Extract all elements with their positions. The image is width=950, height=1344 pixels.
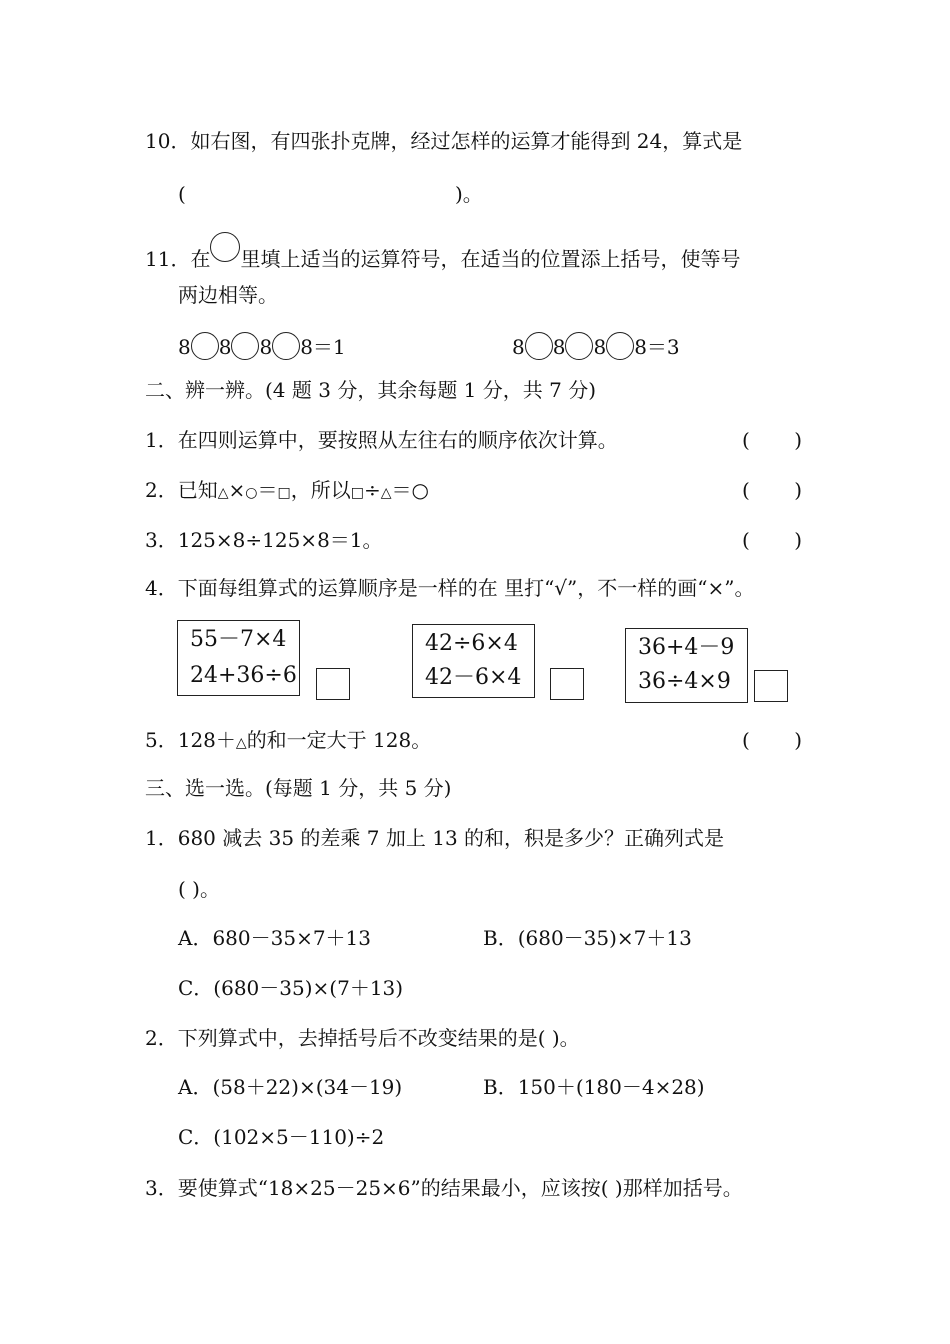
eq-number: 8 — [593, 335, 607, 359]
s3-q1-option-b[interactable]: B．(680－35)×7＋13 — [483, 926, 692, 950]
operator-circle-blank[interactable] — [191, 332, 219, 360]
s2-q2: 2．已知△×○＝□，所以□÷△＝○ — [145, 478, 429, 502]
eq-number: 8 — [178, 335, 191, 359]
s3-q1-option-a[interactable]: A．680－35×7＋13 — [178, 926, 371, 950]
operator-circle-blank[interactable] — [525, 332, 553, 360]
eq-number: 8 — [552, 335, 566, 359]
triangle-icon: △ — [380, 485, 392, 501]
s3-q3: 3．要使算式“18×25－25×6”的结果最小，应该按( )那样加括号。 — [145, 1176, 743, 1200]
operator-circle-blank[interactable] — [565, 332, 593, 360]
answer-box-2[interactable] — [550, 668, 584, 700]
operator-circle-blank[interactable] — [231, 332, 259, 360]
answer-box-1[interactable] — [316, 668, 350, 700]
section3-title: 三、选一选。(每题 1 分，共 5 分) — [145, 776, 452, 800]
square-icon: □ — [350, 485, 364, 501]
s3-q2-option-b[interactable]: B．150＋(180－4×28) — [483, 1075, 705, 1099]
s3-q1-option-c[interactable]: C．(680－35)×(7＋13) — [178, 976, 404, 1000]
section2-title: 二、辨一辨。(4 题 3 分，其余每题 1 分，共 7 分) — [145, 378, 597, 402]
operator-circle-blank[interactable] — [606, 332, 634, 360]
q10-blank-close: )。 — [455, 182, 483, 206]
eq-result: 8＝1 — [300, 335, 346, 359]
s3-q2-option-c[interactable]: C．(102×5－110)÷2 — [178, 1125, 385, 1149]
expression: 55－7×4 — [190, 627, 287, 652]
s3-q1: 1．680 减去 35 的差乘 7 加上 13 的和，积是多少？正确列式是 — [145, 826, 725, 850]
eq-result: 8＝3 — [634, 335, 680, 359]
q11-suffix: 里填上适当的运算符号，在适当的位置添上括号，使等号 — [240, 247, 741, 271]
eq-number: 8 — [259, 335, 273, 359]
s2-q5: 5．128＋△的和一定大于 128。 — [145, 728, 432, 752]
eq-number: 8 — [218, 335, 232, 359]
eq-number: 8 — [512, 335, 525, 359]
s3-q2-option-a[interactable]: A．(58＋22)×(34－19) — [178, 1075, 403, 1099]
circle-icon: ○ — [245, 485, 258, 501]
s2-q1-answer-paren[interactable]: ( ) — [742, 428, 802, 452]
expression: 24+36÷6 — [190, 663, 297, 688]
s2-q2-answer-paren[interactable]: ( ) — [742, 478, 802, 502]
s2-q5-answer-paren[interactable]: ( ) — [742, 728, 802, 752]
q11-prefix: 11．在 — [145, 247, 211, 271]
q10-text: 10．如右图，有四张扑克牌，经过怎样的运算才能得到 24，算式是 — [145, 129, 743, 153]
square-icon: □ — [277, 485, 291, 501]
expression: 42－6×4 — [425, 665, 522, 690]
expression: 36+4－9 — [638, 635, 735, 660]
q11-equation-1 — [178, 332, 346, 361]
q11-text-line2: 两边相等。 — [178, 283, 278, 307]
q11-equation-2 — [512, 332, 680, 361]
expression: 42÷6×4 — [425, 631, 518, 656]
expression: 36÷4×9 — [638, 669, 731, 694]
expression-box-1 — [177, 620, 300, 696]
q11-text — [145, 232, 740, 273]
operator-circle-blank[interactable] — [272, 332, 300, 360]
answer-box-3[interactable] — [754, 670, 788, 702]
expression-box-3 — [625, 628, 748, 703]
s2-q1: 1．在四则运算中，要按照从左往右的顺序依次计算。 — [145, 428, 618, 452]
q10-blank-open: ( — [178, 182, 186, 206]
circle-icon — [210, 232, 240, 262]
s2-q3-answer-paren[interactable]: ( ) — [742, 528, 802, 552]
s3-q2: 2．下列算式中，去掉括号后不改变结果的是( )。 — [145, 1026, 580, 1050]
s2-q4: 4．下面每组算式的运算顺序是一样的在 里打“√”，不一样的画“×”。 — [145, 576, 755, 600]
s3-q1-blank[interactable]: ( )。 — [178, 877, 220, 901]
s2-q3: 3．125×8÷125×8＝1。 — [145, 528, 383, 552]
expression-box-2 — [412, 624, 535, 698]
triangle-icon: △ — [217, 485, 229, 501]
triangle-icon: △ — [235, 735, 247, 751]
